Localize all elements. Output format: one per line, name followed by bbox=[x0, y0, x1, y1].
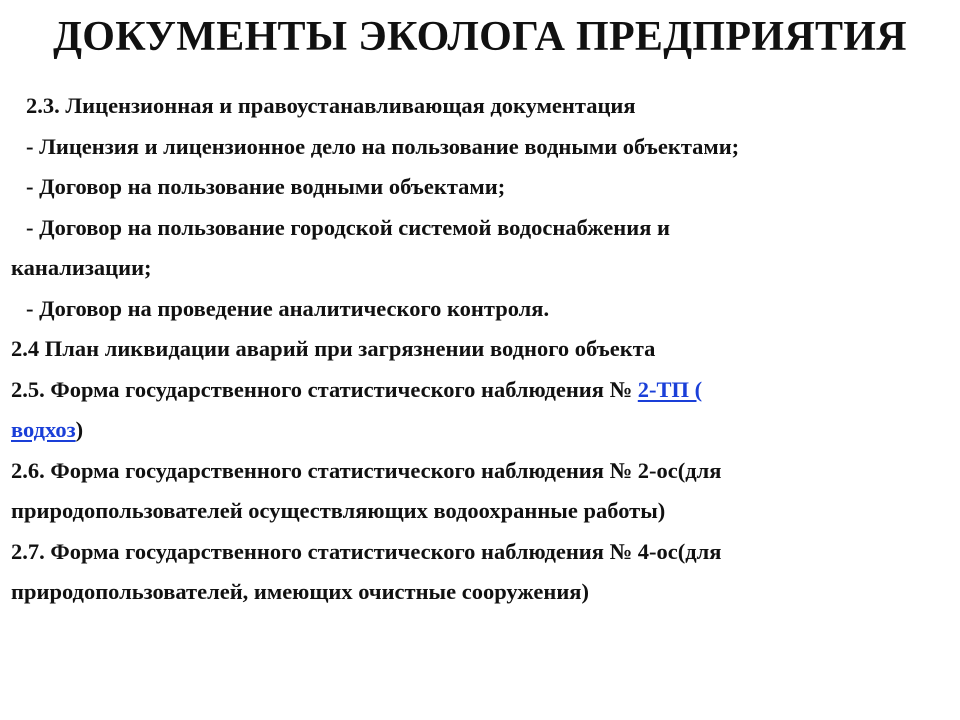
section-2-5-close: ) bbox=[75, 417, 84, 442]
section-2-5 bbox=[11, 370, 941, 411]
form-2tp-link[interactable]: 2-ТП ( bbox=[637, 376, 703, 402]
page-title: ДОКУМЕНТЫ ЭКОЛОГА ПРЕДПРИЯТИЯ bbox=[53, 14, 907, 60]
section-2-7-cont: природопользователей, имеющих очистные сооружения) bbox=[11, 579, 589, 604]
list-item-analytical-control: - Договор на проведение аналитического контроля. bbox=[26, 295, 550, 321]
list-item-license: - Лицензия и лицензионное дело на пользование водными объектами; bbox=[26, 133, 740, 159]
section-heading-2-3: 2.3. Лицензионная и правоустанавливающая документация bbox=[26, 93, 636, 118]
form-2tp-link-cont[interactable]: водхоз bbox=[11, 417, 76, 442]
section-2-5-text: 2.5. Форма государственного статистического наблюдения № bbox=[11, 376, 638, 402]
section-2-6: 2.6. Форма государственного статистического наблюдения № 2-ос(для bbox=[11, 457, 722, 483]
document-body bbox=[11, 86, 941, 613]
list-item-city-water-contract-cont: канализации; bbox=[11, 255, 152, 280]
section-2-7: 2.7. Форма государственного статистического наблюдения № 4-ос(для bbox=[11, 538, 722, 564]
list-item-water-use-contract: - Договор на пользование водными объектами; bbox=[26, 174, 506, 199]
list-item-city-water-contract: - Договор на пользование городской системой водоснабжения и bbox=[26, 214, 670, 240]
section-2-6-cont: природопользователей осуществляющих водоохранные работы) bbox=[11, 498, 666, 523]
section-2-4: 2.4 План ликвидации аварий при загрязнении водного объекта bbox=[11, 336, 656, 361]
section-2-5-cont bbox=[11, 410, 941, 451]
